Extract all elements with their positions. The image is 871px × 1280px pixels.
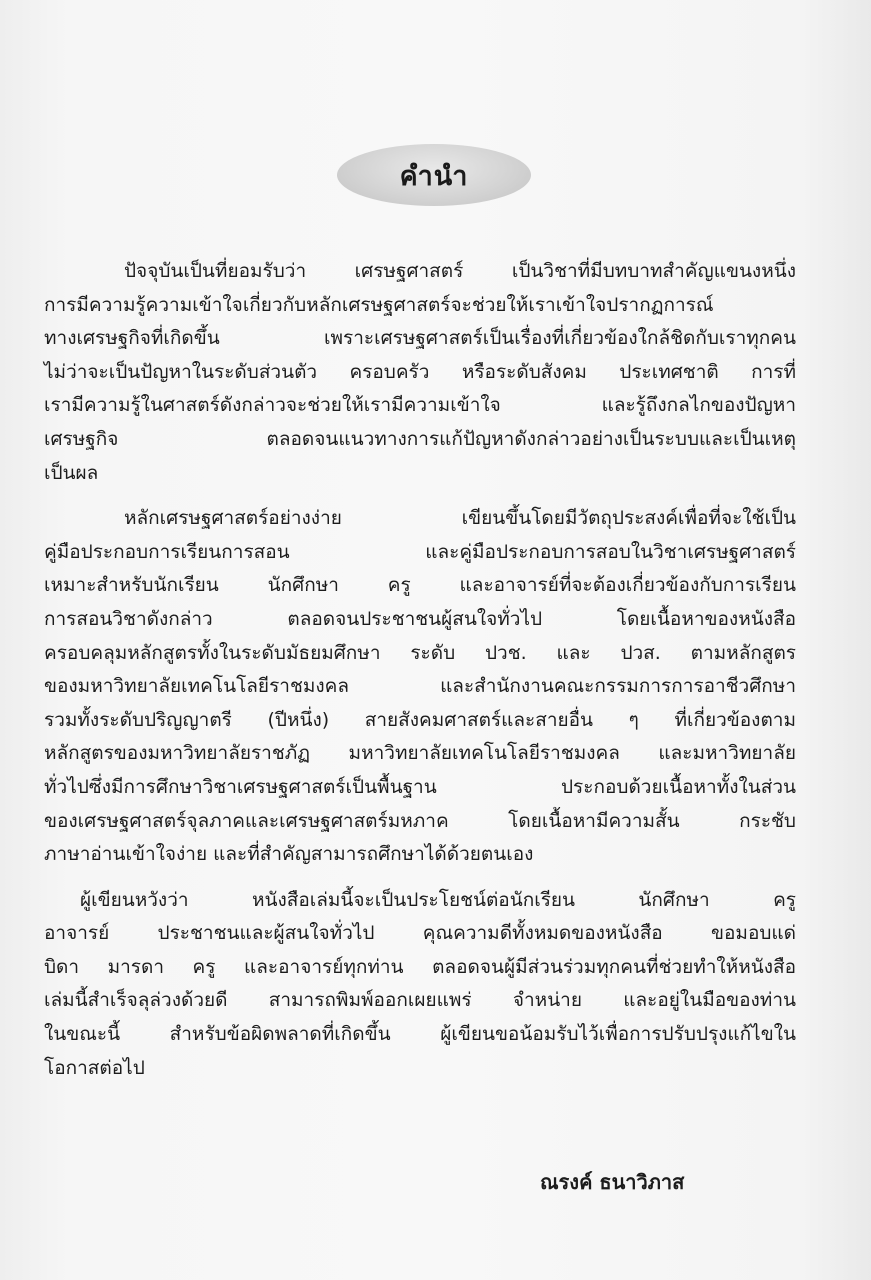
text-line: หลักเศรษฐศาสตร์อย่างง่าย เขียนขึ้นโดยมีวัตถุประสงค์เพื่อที่จะใช้เป็น xyxy=(124,507,796,530)
text-line: คู่มือประกอบการเรียนการสอน และคู่มือประกอบการสอบในวิชาเศรษฐศาสตร์ xyxy=(44,540,796,563)
text-line: เรามีความรู้ในศาสตร์ดังกล่าวจะช่วยให้เรามีความเข้าใจ และรู้ถึงกลไกของปัญหา xyxy=(44,394,796,417)
text-line: บิดา มารดา ครู และอาจารย์ทุกท่าน ตลอดจนผู้มีส่วนร่วมทุกคนที่ช่วยทำให้หนังสือ xyxy=(44,955,796,978)
text-line: รวมทั้งระดับปริญญาตรี (ปีหนึ่ง) สายสังคมศาสตร์และสายอื่น ๆ ที่เกี่ยวข้องตาม xyxy=(44,708,796,731)
text-line: โอกาสต่อไป xyxy=(44,1056,145,1079)
text-line: ผู้เขียนหวังว่า หนังสือเล่มนี้จะเป็นประโยชน์ต่อนักเรียน นักศึกษา ครู xyxy=(80,888,796,911)
text-line: อาจารย์ ประชาชนและผู้สนใจทั่วไป คุณความดีทั้งหมดของหนังสือ ขอมอบแด่ xyxy=(44,922,796,945)
text-line: เศรษฐกิจ ตลอดจนแนวทางการแก้ปัญหาดังกล่าวอย่างเป็นระบบและเป็นเหตุ xyxy=(44,427,796,450)
text-line: เล่มนี้สำเร็จลุล่วงด้วยดี สามารถพิมพ์ออกเผยแพร่ จำหน่าย และอยู่ในมือของท่าน xyxy=(44,989,796,1012)
paragraph-3 xyxy=(44,884,796,1086)
text-line: ไม่ว่าจะเป็นปัญหาในระดับส่วนตัว ครอบครัว หรือระดับสังคม ประเทศชาติ การที่ xyxy=(44,360,796,383)
text-line: เหมาะสำหรับนักเรียน นักศึกษา ครู และอาจารย์ที่จะต้องเกี่ยวข้องกับการเรียน xyxy=(44,574,796,597)
text-line: ครอบคลุมหลักสูตรทั้งในระดับมัธยมศึกษา ระดับ ปวช. และ ปวส. ตามหลักสูตร xyxy=(44,641,796,664)
page-title: คำนำ xyxy=(399,160,469,192)
text-line: เป็นผล xyxy=(44,461,99,484)
title-oval xyxy=(337,144,531,206)
text-line: ทางเศรษฐกิจที่เกิดขึ้น เพราะเศรษฐศาสตร์เป็นเรื่องที่เกี่ยวข้องใกล้ชิดกับเราทุกคน xyxy=(44,327,796,350)
text-line: ของเศรษฐศาสตร์จุลภาคและเศรษฐศาสตร์มหภาค โดยเนื้อหามีความสั้น กระชับ xyxy=(44,809,796,832)
preface-body xyxy=(44,255,796,1097)
text-line: ปัจจุบันเป็นที่ยอมรับว่า เศรษฐศาสตร์ เป็นวิชาที่มีบทบาทสำคัญแขนงหนึ่ง xyxy=(124,260,796,282)
text-line: การมีความรู้ความเข้าใจเกี่ยวกับหลักเศรษฐศาสตร์จะช่วยให้เราเข้าใจปรากฏการณ์ xyxy=(44,293,714,316)
text-line: ทั่วไปซึ่งมีการศึกษาวิชาเศรษฐศาสตร์เป็นพื้นฐาน ประกอบด้วยเนื้อหาทั้งในส่วน xyxy=(44,775,796,798)
text-line: หลักสูตรของมหาวิทยาลัยราชภัฏ มหาวิทยาลัยเทคโนโลยีราชมงคล และมหาวิทยาลัย xyxy=(44,742,796,765)
text-line: การสอนวิชาดังกล่าว ตลอดจนประชาชนผู้สนใจทั่วไป โดยเนื้อหาของหนังสือ xyxy=(44,607,796,630)
text-line: ภาษาอ่านเข้าใจง่าย และที่สำคัญสามารถศึกษาได้ด้วยตนเอง xyxy=(44,843,534,866)
text-line: ของมหาวิทยาลัยเทคโนโลยีราชมงคล และสำนักงานคณะกรรมการการอาชีวศึกษา xyxy=(44,675,796,698)
author-signature: ณรงค์ ธนาวิภาส xyxy=(540,1170,685,1194)
paragraph-2 xyxy=(44,502,796,872)
text-line: ในขณะนี้ สำหรับข้อผิดพลาดที่เกิดขึ้น ผู้เขียนขอน้อมรับไว้เพื่อการปรับปรุงแก้ไขใน xyxy=(44,1023,796,1046)
paragraph-1 xyxy=(44,255,796,490)
